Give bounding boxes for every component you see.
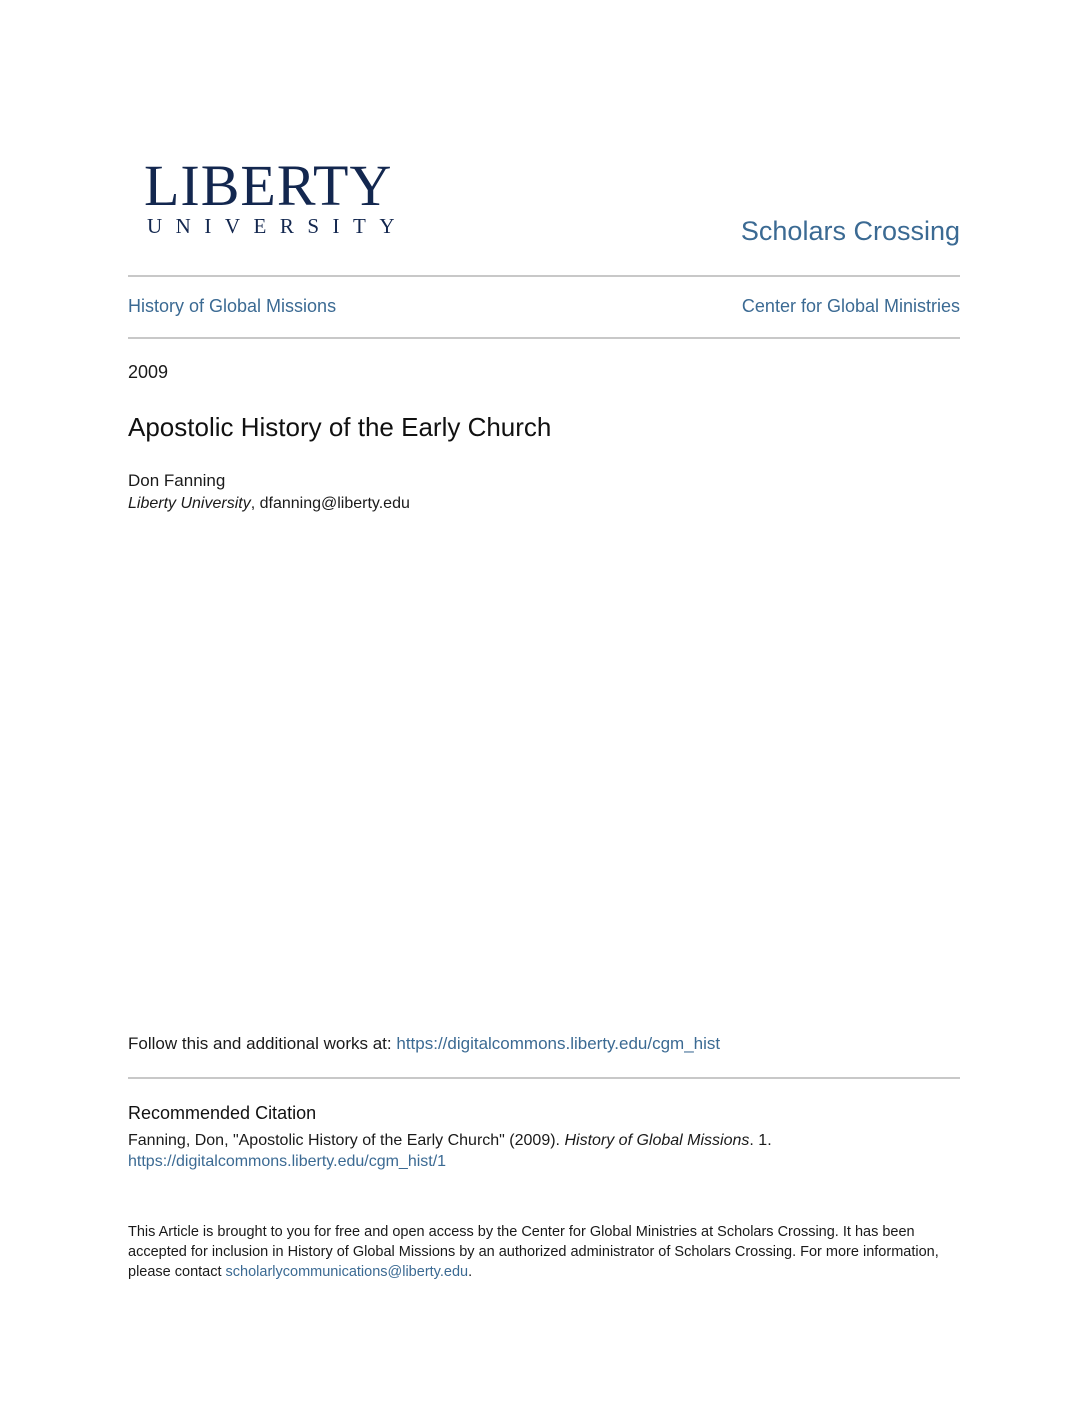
- affiliation-name: Liberty University: [128, 495, 251, 512]
- citation-suffix: . 1.: [749, 1132, 772, 1149]
- affiliation-separator: ,: [250, 495, 260, 512]
- contact-email-link[interactable]: scholarlycommunications@liberty.edu: [225, 1264, 469, 1280]
- publication-year: 2009: [128, 362, 169, 382]
- citation-body: [128, 1130, 960, 1172]
- logo-wordmark-bottom: UNIVERSITY: [147, 214, 408, 238]
- liberty-university-logo: [144, 153, 408, 238]
- citation-url-link[interactable]: https://digitalcommons.liberty.edu/cgm_hist/1: [128, 1153, 447, 1170]
- series-link[interactable]: History of Global Missions: [128, 296, 337, 316]
- author-affiliation: [128, 495, 410, 513]
- access-notice: [128, 1222, 968, 1282]
- scholars-crossing-link[interactable]: Scholars Crossing: [740, 216, 960, 246]
- citation-series: History of Global Missions: [564, 1132, 750, 1149]
- notice-end: .: [468, 1264, 473, 1280]
- notice-text: This Article is brought to you for free and open access by the Center for Global Ministries at Scholars Crossing. It has been accepted for inclusion in History of Global Missions by an authorized administrator of Scholars Crossing. For more information, please contact: [128, 1224, 939, 1280]
- follow-label: Follow this and additional works at:: [128, 1034, 397, 1053]
- logo-wordmark-top: LIBERTY: [144, 153, 393, 218]
- divider: [128, 275, 960, 277]
- citation-text: Fanning, Don, "Apostolic History of the Early Church" (2009).: [128, 1132, 565, 1149]
- author-name: Don Fanning: [128, 471, 226, 490]
- divider: [128, 1077, 960, 1079]
- department-link[interactable]: Center for Global Ministries: [741, 296, 960, 316]
- article-title: Apostolic History of the Early Church: [128, 412, 552, 442]
- citation-heading: Recommended Citation: [128, 1103, 317, 1123]
- collection-url-link[interactable]: https://digitalcommons.liberty.edu/cgm_hist: [396, 1034, 721, 1053]
- follow-line: [128, 1034, 720, 1054]
- divider: [128, 337, 960, 339]
- author-email: dfanning@liberty.edu: [259, 495, 410, 512]
